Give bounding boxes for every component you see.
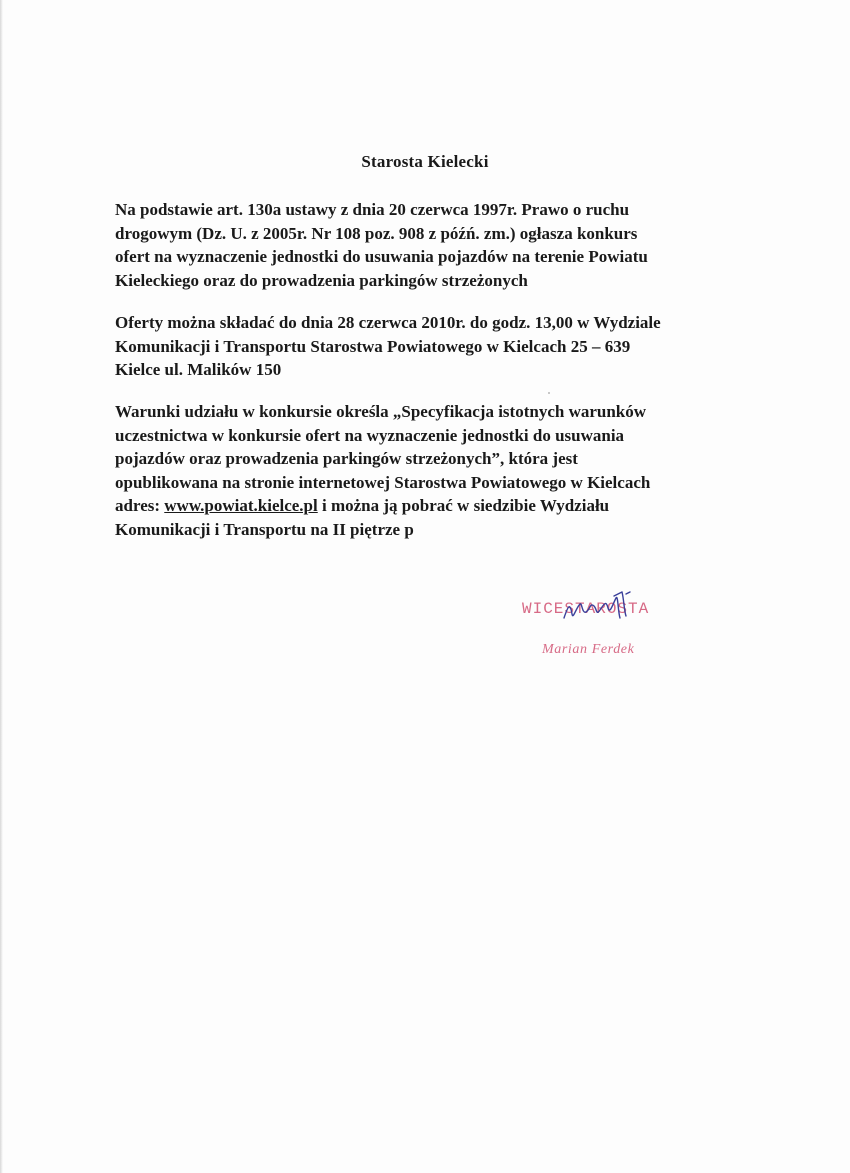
- text-line: ofert na wyznaczenie jednostki do usuwania pojazdów na terenie Powiatu: [115, 247, 648, 266]
- scan-edge-shadow: [0, 0, 3, 1173]
- text-line: Kieleckiego oraz do prowadzenia parkingów strzeżonych: [115, 270, 528, 290]
- text-line: drogowym (Dz. U. z 2005r. Nr 108 poz. 908 z późń. zm.) ogłasza konkurs: [115, 223, 638, 243]
- paragraph-offers-deadline: [115, 311, 755, 382]
- text-line: pojazdów oraz prowadzenia parkingów strzeżonych”, która jest: [115, 449, 578, 468]
- stamp-name: Marian Ferdek: [542, 642, 635, 657]
- scan-speck: [548, 392, 550, 394]
- document-title: Starosta Kielecki: [361, 152, 489, 171]
- text-line: Na podstawie art. 130a ustawy z dnia 20 czerwca 1997r. Prawo o ruchu: [115, 200, 630, 219]
- address-line: [115, 494, 755, 518]
- address-prefix: adres:: [115, 496, 165, 515]
- text-line: Komunikacji i Transportu Starostwa Powiatowego w Kielcach 25 – 639: [115, 336, 631, 356]
- text-line: uczestnictwa w konkursie ofert na wyznaczenie jednostki do usuwania: [115, 425, 625, 445]
- text-line: Oferty można składać do dnia 28 czerwca 2010r. do godz. 13,00 w Wydziale: [115, 313, 661, 332]
- text-line: Kielce ul. Malików 150: [115, 360, 282, 379]
- address-suffix: i można ją pobrać w siedzibie Wydziału: [317, 496, 610, 515]
- text-line: Komunikacji i Transportu na II piętrze p: [115, 519, 414, 539]
- text-line: Warunki udziału w konkursie określa „Specyfikacja istotnych warunków: [115, 402, 647, 421]
- website-link[interactable]: www.powiat.kielce.pl: [164, 496, 318, 515]
- paragraph-announcement: [115, 198, 755, 292]
- handwritten-signature: [560, 588, 640, 628]
- text-line: opublikowana na stronie internetowej Starostwa Powiatowego w Kielcach: [115, 472, 651, 492]
- stamp-title: WICESTAROSTA: [522, 600, 650, 618]
- paragraph-conditions: [115, 400, 755, 541]
